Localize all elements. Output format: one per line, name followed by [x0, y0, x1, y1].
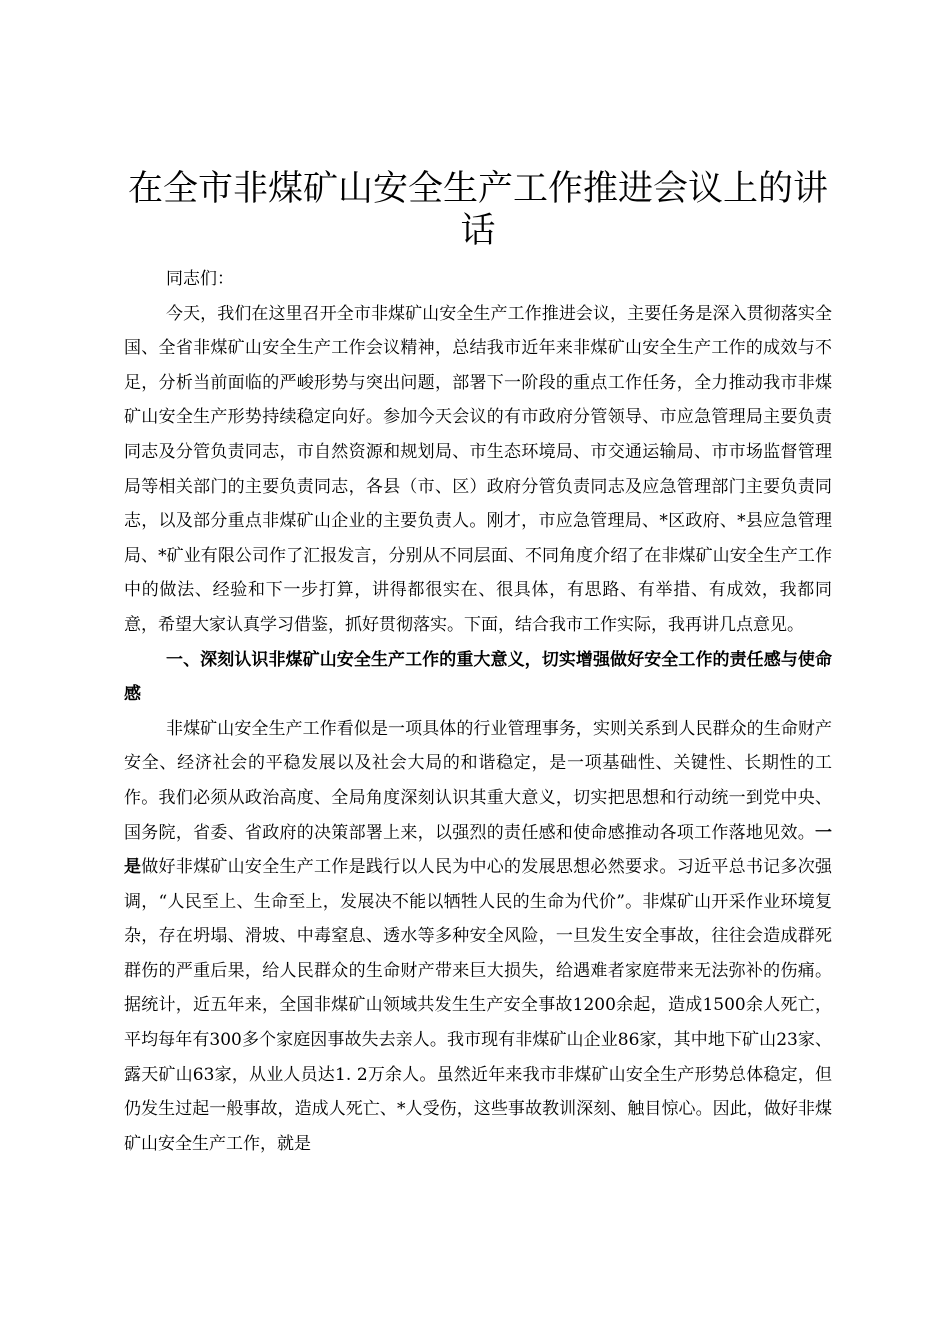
emphasis-marker: 一是 — [124, 822, 832, 878]
document-page — [124, 168, 832, 1161]
section-paragraph — [124, 712, 832, 1162]
section-paragraph-text: 非煤矿山安全生产工作看似是一项具体的行业管理事务，实则关系到人民群众的生命财产安全、经济社会的平稳发展以及社会大局的和谐稳定，是一项基础性、关键性、长期性的工作。我们必须从政治高度、全局角度深刻认识其重大意义，切实把思想和行动统一到党中央、国务院，省委、省政府的决策部署上来，以强烈的责任感和使命感推动各项工作落地见效。 — [124, 718, 832, 843]
section-heading: 一、深刻认识非煤矿山安全生产工作的重大意义，切实增强做好安全工作的责任感与使命感 — [124, 649, 832, 705]
document-title: 在全市非煤矿山安全生产工作推进会议上的讲话 — [127, 169, 828, 251]
intro-paragraph: 今天，我们在这里召开全市非煤矿山安全生产工作推进会议，主要任务是深入贯彻落实全国、全省非煤矿山安全生产工作会议精神，总结我市近年来非煤矿山安全生产工作的成效与不足，分析当前面临的严峻形势与突出问题，部署下一阶段的重点工作任务，全力推动我市非煤矿山安全生产形势持续稳定向好。参加今天会议的有市政府分管领导、市应急管理局主要负责同志及分管负责同志，市自然资源和规划局、市生态环境局、市交通运输局、市市场监督管理局等相关部门的主要负责同志，各县（市、区）政府分管负责同志及应急管理部门主要负责同志，以及部分重点非煤矿山企业的主要负责人。刚才，市应急管理局、*区政府、*县应急管理局、*矿业有限公司作了汇报发言，分别从不同层面、不同角度介绍了在非煤矿山安全生产工作中的做法、经验和下一步打算，讲得都很实在、很具体，有思路、有举措、有成效，我都同意，希望大家认真学习借鉴，抓好贯彻落实。下面，结合我市工作实际，我再讲几点意见。 — [124, 303, 832, 635]
section-paragraph-text-continued: 做好非煤矿山安全生产工作是践行以人民为中心的发展思想必然要求。习近平总书记多次强调，“人民至上、生命至上，发展决不能以牺牲人民的生命为代价”。非煤矿山开采作业环境复杂，存在坍塌、滑坡、中毒窒息、透水等多种安全风险，一旦发生安全事故，往往会造成群死群伤的严重后果，给人民群众的生命财产带来巨大损失，给遇难者家庭带来无法弥补的伤痛。据统计，近五年来，全国非煤矿山领域共发生生产安全事故1200余起，造成1500余人死亡，平均每年有300多个家庭因事故失去亲人。我市现有非煤矿山企业86家，其中地下矿山23家、露天矿山63家，从业人员达1. 2万余人。虽然近年来我市非煤矿山安全生产形势总体稳定，但仍发生过起一般事故，造成人死亡、*人受伤，这些事故教训深刻、触目惊心。因此，做好非煤矿山安全生产工作，就是 — [124, 857, 833, 1154]
salutation: 同志们： — [166, 269, 234, 289]
